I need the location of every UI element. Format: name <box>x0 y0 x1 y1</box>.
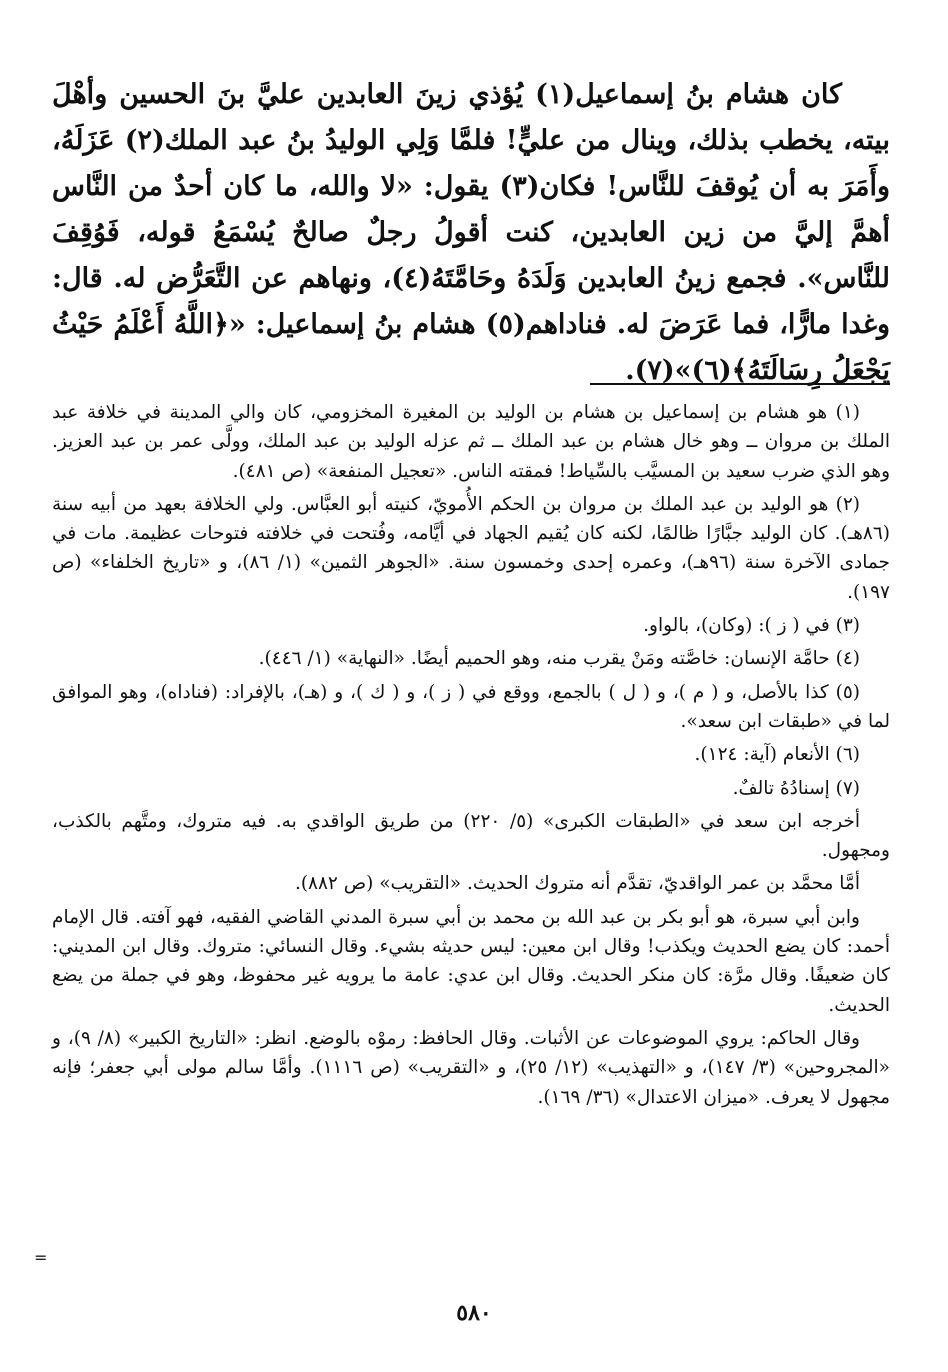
commentary-paragraph: أمَّا محمَّد بن عمر الواقديّ، تقدَّم أنه متروك الحديث. «التقريب» (ص ٨٨٢). <box>294 873 860 895</box>
continuation-mark: = <box>34 1248 48 1267</box>
footnote-5: (٥) كذا بالأصل، و ( م )، و ( ل ) بالجمع، ووقع في ( ز )، و ( ك )، و (هـ)، بالإفراد: (فناداه)، وهو الموافق لما في «طبقات ابن سعد». <box>52 681 890 732</box>
footnote-7: (٧) إسنادُهُ تالفٌ. <box>732 777 860 799</box>
footnote-4: (٤) حامَّة الإنسان: خاصَّته ومَنْ يقرب منه، وهو الحميم أيضًا. «النهاية» (١/ ٤٤٦). <box>258 648 860 670</box>
commentary-paragraph: وقال الحاكم: يروي الموضوعات عن الأثبات. وقال الحافظ: رموْه بالوضع. انظر: «التاريخ الكبير» (٨/ ٩)، و «المجروحين» (٣/ ١٤٧)، و «التهذيب» (١٢/ ٢٥)، و «التقريب» (ص ١١١٦). وأمَّا سالم مولى أبي جعفر؛ فإنه مجهول لا يعرف. «ميزان الاعتدال» (٣٦/ ١٦٩). <box>52 1027 890 1108</box>
page-number: ٥٨٠ <box>456 1300 492 1326</box>
footnote-1: (١) هو هشام بن إسماعيل بن هشام بن الوليد بن المغيرة المخزومي، كان والي المدينة في خلافة عبد الملك بن مروان ــ وهو خال هشام بن عبد الملك ــ ثم عزله الوليد بن عبد الملك، وولَّى عمر بن عبد العزيز. وهو الذي ضرب سعيد بن المسيَّب بالسِّياط! فمقته الناس. «تعجيل المنفعة» (ص ٤٨١). <box>52 402 890 482</box>
footnotes-section <box>52 398 890 1116</box>
footnote-separator-line <box>590 383 890 385</box>
main-paragraph: كان هشام بنُ إسماعيل(١) يُؤذي زينَ العابدين عليَّ بنَ الحسين وأهْلَ بيته، يخطب بذلك، وينال من عليٍّ! فلمَّا وَلِي الوليدُ بنُ عبد الملك(٢) عَزَلَهُ، وأَمَرَ به أن يُوقفَ للنَّاس! فكان(٣) يقول: «لا والله، ما كان أحدٌ من النَّاس أهمَّ إليَّ من زين العابدين، كنت أقولُ رجلٌ صالحٌ يُسْمَعُ قوله، فَوُقِفَ للنَّاس». فجمع زينُ العابدين وَلَدَهُ وحَامَّتَهُ(٤)، ونهاهم عن التَّعَرُّض له. قال: وغدا مارًّا، فما عَرَضَ له. فناداهم(٥) هشام بنُ إسماعيل: «﴿اللَّهُ أَعْلَمُ حَيْثُ يَجْعَلُ رِسَالَتَهُ﴾(٦)»(٧). <box>52 79 890 386</box>
commentary-paragraph: وابن أبي سبرة، هو أبو بكر بن عبد الله بن محمد بن أبي سبرة المدني القاضي الفقيه، فهو آفته. قال الإمام أحمد: كان يضع الحديث ويكذب! وقال ابن معين: ليس حديثه بشيء. وقال النسائي: متروك. وقال ابن المديني: كان ضعيفًا. وقال مرَّة: كان منكر الحديث. وقال ابن عدي: عامة ما يرويه غير محفوظ، وهو في جملة من يضع الحديث. <box>52 906 890 1016</box>
footnote-2: (٢) هو الوليد بن عبد الملك بن مروان بن الحكم الأُمويّ، كنيته أبو العبَّاس. ولي الخلافة بعهد من أبيه سنة (٨٦هـ). كان الوليد جبَّارًا ظالمًا، لكنه كان يُقيم الجهاد في أيَّامه، وفُتحت في خلافته فتوحات عظيمة. مات في جمادى الآخرة سنة (٩٦هـ)، وعمره إحدى وخمسون سنة. «الجوهر الثمين» (١/ ٨٦)، و «تاريخ الخلفاء» (ص ١٩٧). <box>52 493 890 603</box>
footnote-3: (٣) في ( ز ): (وكان)، بالواو. <box>643 615 860 637</box>
footnote-6: (٦) الأنعام (آية: ١٢٤). <box>694 744 860 766</box>
commentary-paragraph: أخرجه ابن سعد في «الطبقات الكبرى» (٥/ ٢٢٠) من طريق الواقدي به. فيه متروك، ومتَّهم بالكذب، ومجهول. <box>52 810 890 862</box>
isnad-commentary <box>52 807 890 1112</box>
main-text-block <box>52 72 890 394</box>
